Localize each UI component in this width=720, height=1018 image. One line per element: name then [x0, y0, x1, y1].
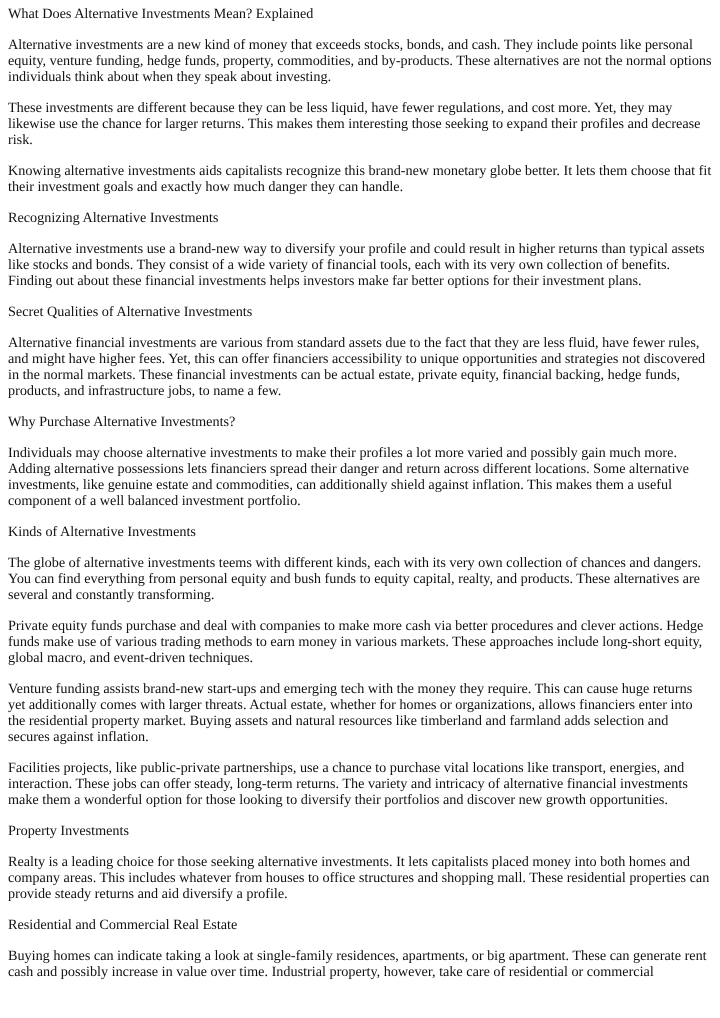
section-heading: Why Purchase Alternative Investments?	[8, 414, 236, 430]
paragraph: Realty is a leading choice for those seeking alternative investments. It lets capitalists placed money into both homes and company areas. This includes whatever from houses to office structures and shopping mall. These residential properties can provide steady returns and aid diversify a profile.	[8, 854, 710, 902]
paragraph: Facilities projects, like public-private partnerships, use a chance to purchase vital locations like transport, energies, and interaction. These jobs can offer steady, long-term returns. The variety and intricacy of alternative financial investments make them a wonderful option for those looking to diversify their portfolios and discover new growth opportunities.	[8, 760, 688, 808]
paragraph: Buying homes can indicate taking a look at single-family residences, apartments, or big apartment. These can generate rent cash and possibly increase in value over time. Industrial property, however, take care of residential or commercial	[8, 948, 707, 980]
section-heading: Recognizing Alternative Investments	[8, 210, 219, 226]
document-page	[8, 6, 712, 995]
paragraph: Alternative investments are a new kind of money that exceeds stocks, bonds, and cash. They include points like personal equity, venture funding, hedge funds, property, commodities, and by-products. These alternatives are not the normal options individuals think about when they speak about investing.	[8, 37, 712, 85]
paragraph: Alternative financial investments are various from standard assets due to the fact that they are less fluid, have fewer rules, and might have higher fees. Yet, this can offer financiers accessibility to unique opportunities and strategies not discovered in the normal markets. These financial investments can be actual estate, private equity, financial backing, hedge funds, products, and infrastructure jobs, to name a few.	[8, 335, 706, 399]
paragraph: Knowing alternative investments aids capitalists recognize this brand-new monetary globe better. It lets them choose that fit their investment goals and exactly how much danger they can handle.	[8, 163, 712, 195]
paragraph: Private equity funds purchase and deal with companies to make more cash via better procedures and clever actions. Hedge funds make use of various trading methods to earn money in various markets. These approaches include long-short equity, global macro, and event-driven techniques.	[8, 618, 704, 666]
paragraph: The globe of alternative investments teems with different kinds, each with its very own collection of chances and dangers. You can find everything from personal equity and bush funds to equity capital, realty, and products. These alternatives are several and constantly transforming.	[8, 555, 702, 603]
paragraph: Individuals may choose alternative investments to make their profiles a lot more varied and possibly gain much more. Adding alternative possessions lets financiers spread their danger and return across different locations. Some alternative investments, like genuine estate and commodities, can additionally shield against inflation. This makes them a useful component of a well balanced investment portfolio.	[8, 445, 689, 509]
section-heading: Property Investments	[8, 823, 129, 839]
paragraph: Alternative investments use a brand-new way to diversify your profile and could result in higher returns than typical assets like stocks and bonds. They consist of a wide variety of financial tools, each with its very own collection of benefits. Finding out about these financial investments helps investors make far better options for their investment plans.	[8, 241, 705, 289]
paragraph: Venture funding assists brand-new start-ups and emerging tech with the money they require. This can cause huge returns yet additionally comes with larger threats. Actual estate, whether for homes or organizations, allows financiers enter into the residential property market. Buying assets and natural resources like timberland and farmland adds selection and secures against inflation.	[8, 681, 693, 745]
document-title: What Does Alternative Investments Mean? Explained	[8, 6, 314, 22]
section-heading: Kinds of Alternative Investments	[8, 524, 196, 540]
section-heading: Residential and Commercial Real Estate	[8, 917, 238, 933]
section-heading: Secret Qualities of Alternative Investments	[8, 304, 253, 320]
paragraph: These investments are different because they can be less liquid, have fewer regulations, and cost more. Yet, they may likewise use the chance for larger returns. This makes them interesting those seeking to expand their profiles and decrease risk.	[8, 100, 701, 148]
